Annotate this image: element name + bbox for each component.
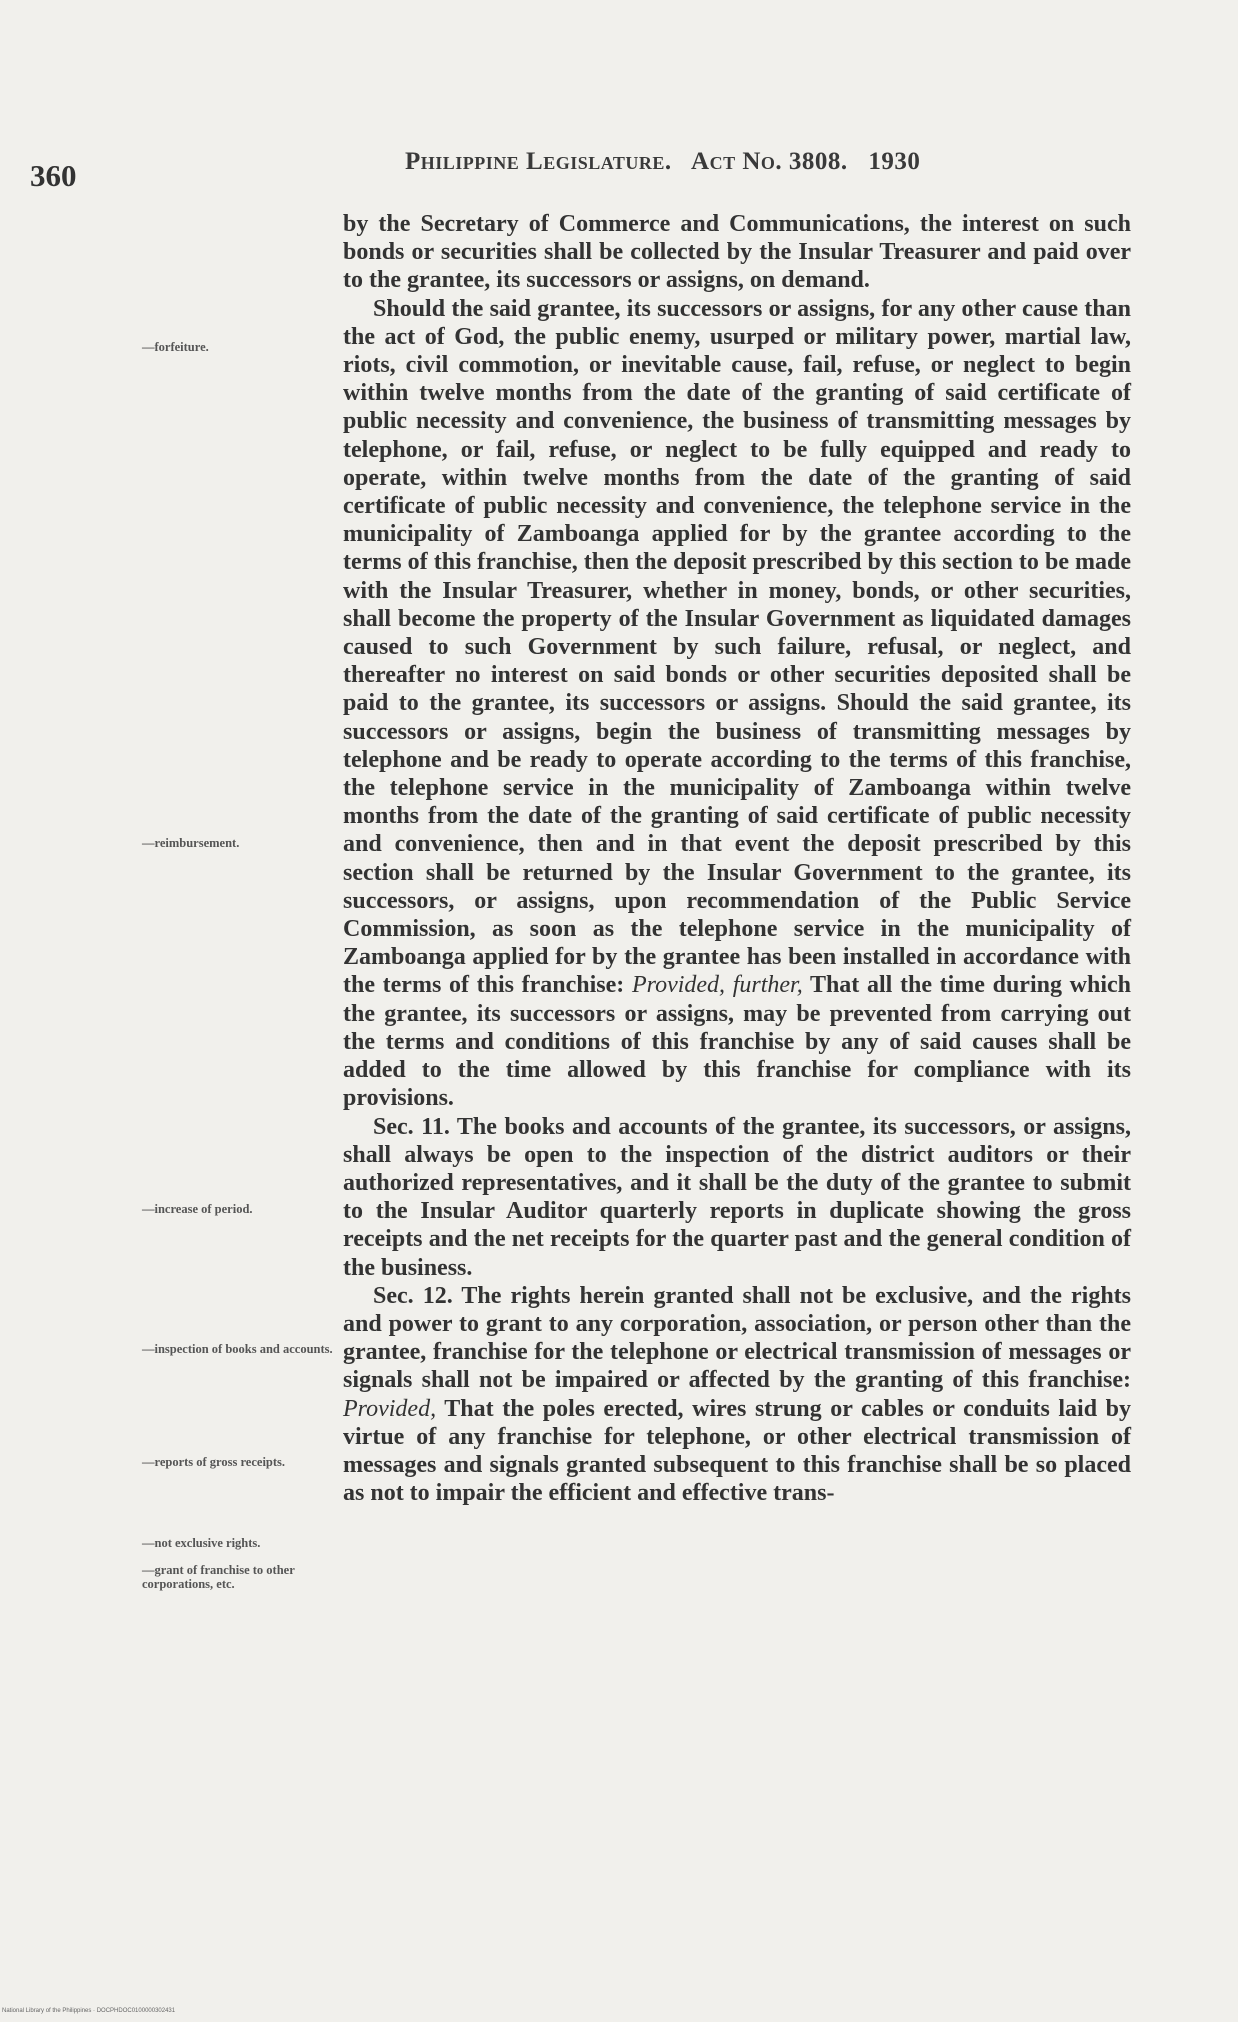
paragraph-2-text-a: Should the said grantee, its successors or assigns, for any other cause than the act of God, the public enemy, usurped or military power, martial law, riots, civil commotion, or inevitable cause, fail, refuse, or neglect to begin within twelve months from the date of the granting of said certificate of public necessity and convenience, the business of transmitting messages by telephone, or fail, refuse, or neglect to be fully equipped and ready to operate, within twelve months from the date of the granting of said certificate of public necessity and convenience, the telephone service in the municipality of Zamboanga applied for by the grantee according to the terms of this franchise, then the deposit prescribed by this section to be made with the Insular Treasurer, whether in money, bonds, or other securities, shall become the property of the Insular Government as liquidated damages caused to such Government by such failure, refusal, or neglect, and thereafter no interest on said bonds or other securities deposited shall be paid to the grantee, its successors or assigns. Should the said grantee, its successors or assigns, begin the business of transmitting messages by telephone and be ready to operate according to the terms of this franchise, the telephone service in the municipality of Zamboanga within twelve months from the date of the granting of said certificate of public necessity and convenience, then and in that event the deposit prescribed by this section shall be returned by the Insular Government to the grantee, its successors, or assigns, upon recommendation of the Public Service Commission, as soon as the telephone service in the municipality of Zamboanga applied for by the grantee has been installed in accordance with the terms of this franchise: bbox=[343, 295, 1131, 999]
margin-note-forfeiture: —forfeiture. bbox=[142, 340, 209, 354]
paragraph-2-proviso: Provided, further, bbox=[631, 972, 803, 999]
margin-note-increase-of-period: —increase of period. bbox=[142, 1202, 253, 1216]
paragraph-1: by the Secretary of Commerce and Communications, the interest on such bonds or securities shall be collected by the Insular Treasurer and paid over to the grantee, its successors or assigns, on demand. bbox=[343, 211, 1131, 294]
margin-note-inspection: —inspection of books and accounts. bbox=[142, 1342, 333, 1356]
margin-note-not-exclusive: —not exclusive rights. bbox=[142, 1536, 261, 1550]
running-head bbox=[405, 148, 1055, 176]
paragraph-section-11: Sec. 11. The books and accounts of the grantee, its successors, or assigns, shall always be open to the inspection of the district auditors or their authorized representatives, and it shall be the duty of the grantee to submit to the Insular Auditor quarterly reports in duplicate showing the gross receipts and the net receipts for the quarter past and the general condition of the business. bbox=[343, 1113, 1131, 1281]
running-head-title: Philippine Legislature. bbox=[405, 148, 672, 175]
margin-note-reimbursement: —reimbursement. bbox=[142, 836, 240, 850]
margin-note-grant-of-franchise: —grant of franchise to other corporations, etc. bbox=[142, 1563, 295, 1591]
paragraph-section-12-text-a: Sec. 12. The rights herein granted shall not be exclusive, and the rights and power to grant to any corporation, association, or person other than the grantee, franchise for the telephone or electrical transmission of messages or signals shall not be impaired or affected by the granting of this franchise: bbox=[343, 1282, 1131, 1394]
paragraph-section-12-text-b: That the poles erected, wires strung or cables or conduits laid by virtue of any franchise for telephone, or other electrical transmission of messages and signals granted subsequent to this franchise shall be so placed as not to impair the efficient and effective trans- bbox=[343, 1395, 1131, 1507]
page-number: 360 bbox=[30, 158, 77, 193]
running-head-year: 1930 bbox=[868, 148, 921, 175]
paragraph-2 bbox=[343, 295, 1131, 1113]
paragraph-section-12-proviso: Provided, bbox=[343, 1395, 437, 1422]
body-text bbox=[343, 210, 1131, 1507]
paragraph-2-text-b: That all the time during which the grantee, its successors or assigns, may be prevented from carrying out the terms and conditions of this franchise by any of said causes shall be added to the time allowed by this franchise for compliance with its provisions. bbox=[343, 972, 1131, 1112]
paragraph-section-12 bbox=[343, 1282, 1131, 1508]
margin-note-reports: —reports of gross receipts. bbox=[142, 1455, 286, 1469]
scan-credit: National Library of the Philippines · DOCPHDOC0100000302431 bbox=[2, 2008, 176, 2014]
running-head-act: Act No. 3808. bbox=[691, 148, 848, 175]
